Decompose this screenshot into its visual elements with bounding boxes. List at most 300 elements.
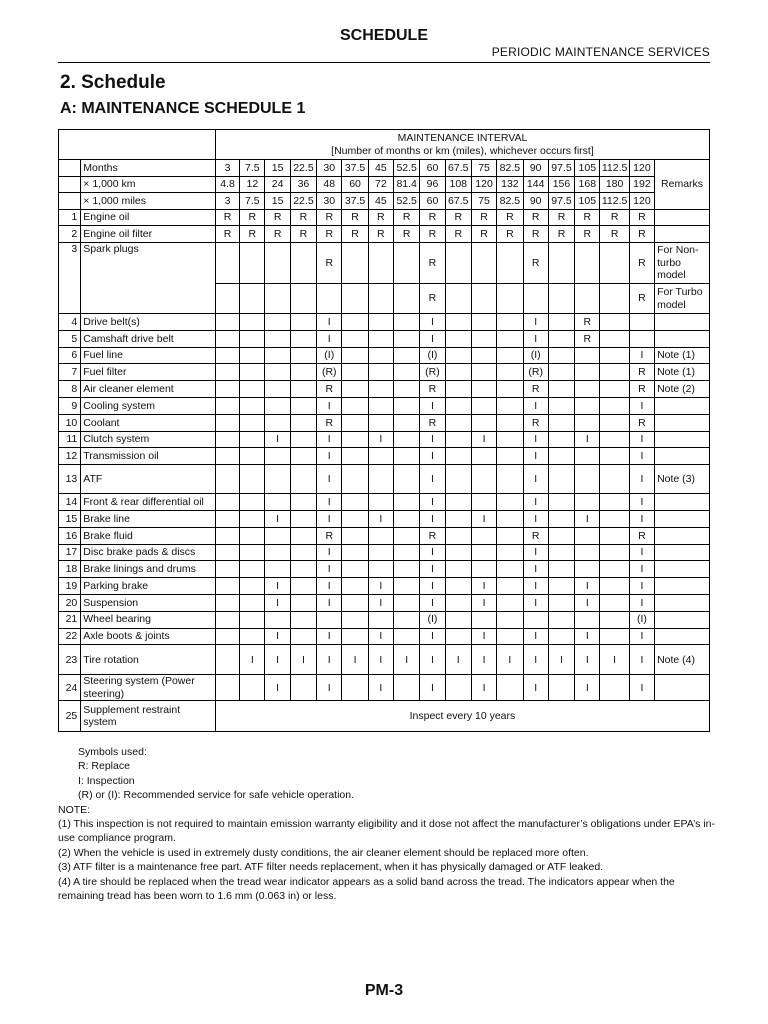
item-label: ATF — [81, 465, 216, 494]
schedule-cell — [215, 645, 239, 675]
item-remark — [655, 209, 710, 226]
schedule-cell — [548, 611, 574, 628]
schedule-cell: (I) — [420, 347, 445, 364]
schedule-cell — [600, 243, 629, 284]
schedule-cell: R — [290, 226, 316, 243]
interval-row — [59, 176, 710, 193]
schedule-cell — [240, 511, 265, 528]
schedule-cell — [497, 381, 523, 398]
schedule-cell — [497, 595, 523, 612]
interval-value: 3 — [215, 160, 239, 177]
interval-value: 37.5 — [342, 160, 368, 177]
schedule-cell — [548, 398, 574, 415]
interval-value: 12 — [240, 176, 265, 193]
schedule-cell: I — [629, 431, 654, 448]
interval-value: 15 — [265, 193, 290, 210]
schedule-cell: R — [523, 527, 548, 544]
schedule-cell: I — [600, 645, 629, 675]
table-row — [59, 448, 710, 465]
schedule-cell: I — [629, 465, 654, 494]
table-row — [59, 381, 710, 398]
schedule-cell — [215, 284, 239, 314]
schedule-cell: I — [420, 465, 445, 494]
schedule-cell: I — [523, 628, 548, 645]
schedule-cell — [575, 381, 600, 398]
schedule-cell: R — [575, 226, 600, 243]
schedule-cell — [240, 381, 265, 398]
item-number: 17 — [59, 544, 81, 561]
schedule-cell: R — [575, 314, 600, 331]
schedule-cell: R — [575, 209, 600, 226]
schedule-cell — [548, 243, 574, 284]
table-row — [59, 675, 710, 701]
schedule-cell — [317, 284, 342, 314]
schedule-cell: R — [368, 226, 393, 243]
item-remark: For Turbo model — [655, 284, 710, 314]
schedule-cell: R — [523, 243, 548, 284]
schedule-cell: R — [215, 209, 239, 226]
section-title: 2. Schedule — [60, 72, 166, 93]
schedule-cell: I — [265, 628, 290, 645]
schedule-cell — [265, 611, 290, 628]
schedule-cell: (I) — [523, 347, 548, 364]
schedule-cell: I — [523, 578, 548, 595]
schedule-cell: I — [317, 511, 342, 528]
schedule-cell: I — [575, 595, 600, 612]
schedule-cell: I — [420, 398, 445, 415]
schedule-cell: I — [317, 465, 342, 494]
schedule-cell — [600, 398, 629, 415]
schedule-cell — [523, 611, 548, 628]
item-number: 23 — [59, 645, 81, 675]
interval-value: 105 — [575, 160, 600, 177]
schedule-cell — [342, 611, 368, 628]
schedule-cell — [342, 628, 368, 645]
page-number: PM-3 — [364, 982, 404, 999]
schedule-cell — [215, 314, 239, 331]
schedule-cell — [548, 544, 574, 561]
schedule-cell: I — [317, 330, 342, 347]
symbol-recommended: (R) or (I): Recommended service for safe vehicle operation. — [78, 789, 355, 802]
interval-value: 60 — [420, 160, 445, 177]
schedule-cell: R — [394, 209, 420, 226]
schedule-cell — [265, 465, 290, 494]
schedule-cell: I — [629, 561, 654, 578]
schedule-cell: I — [497, 645, 523, 675]
schedule-cell — [471, 448, 496, 465]
schedule-cell — [445, 364, 471, 381]
schedule-cell: I — [523, 431, 548, 448]
schedule-cell: (R) — [420, 364, 445, 381]
schedule-cell — [368, 364, 393, 381]
item-number: 7 — [59, 364, 81, 381]
schedule-cell — [394, 314, 420, 331]
schedule-cell — [290, 544, 316, 561]
schedule-cell — [445, 611, 471, 628]
schedule-cell — [215, 527, 239, 544]
schedule-cell: I — [471, 511, 496, 528]
schedule-cell: I — [265, 578, 290, 595]
schedule-cell — [342, 347, 368, 364]
schedule-cell — [575, 561, 600, 578]
subsection-title: A: MAINTENANCE SCHEDULE 1 — [60, 100, 306, 117]
schedule-cell: I — [420, 431, 445, 448]
item-remark — [655, 494, 710, 511]
schedule-cell — [471, 611, 496, 628]
schedule-cell: I — [471, 578, 496, 595]
interval-value: 97.5 — [548, 160, 574, 177]
schedule-cell — [290, 511, 316, 528]
schedule-cell — [600, 494, 629, 511]
schedule-cell: R — [629, 209, 654, 226]
schedule-cell: R — [420, 209, 445, 226]
item-label: Steering system (Power steering) — [81, 675, 216, 701]
schedule-cell — [600, 561, 629, 578]
schedule-cell: I — [629, 398, 654, 415]
schedule-cell — [575, 364, 600, 381]
schedule-cell — [497, 675, 523, 701]
schedule-cell — [394, 414, 420, 431]
schedule-cell — [368, 611, 393, 628]
schedule-cell: I — [265, 511, 290, 528]
schedule-cell: I — [368, 511, 393, 528]
schedule-cell — [215, 364, 239, 381]
schedule-cell — [290, 628, 316, 645]
schedule-cell — [497, 465, 523, 494]
schedule-cell — [290, 398, 316, 415]
schedule-cell — [471, 494, 496, 511]
interval-value: 90 — [523, 160, 548, 177]
schedule-cell: I — [317, 494, 342, 511]
schedule-cell: I — [420, 578, 445, 595]
interval-value: 81.4 — [394, 176, 420, 193]
schedule-cell — [445, 414, 471, 431]
schedule-cell — [445, 544, 471, 561]
schedule-cell: I — [317, 431, 342, 448]
schedule-cell — [342, 398, 368, 415]
schedule-cell — [629, 314, 654, 331]
interval-value: 37.5 — [342, 193, 368, 210]
schedule-cell: (R) — [317, 364, 342, 381]
table-row — [59, 595, 710, 612]
table-row — [59, 578, 710, 595]
schedule-cell — [548, 595, 574, 612]
schedule-cell: R — [317, 243, 342, 284]
schedule-cell — [445, 381, 471, 398]
table-row — [59, 628, 710, 645]
item-number: 5 — [59, 330, 81, 347]
schedule-cell — [600, 364, 629, 381]
item-number: 9 — [59, 398, 81, 415]
item-remark: Note (3) — [655, 465, 710, 494]
schedule-cell — [240, 284, 265, 314]
interval-value: 75 — [471, 160, 496, 177]
schedule-cell — [497, 611, 523, 628]
schedule-cell: R — [317, 226, 342, 243]
schedule-cell — [497, 544, 523, 561]
schedule-cell — [445, 398, 471, 415]
schedule-cell: R — [420, 243, 445, 284]
schedule-cell: I — [317, 595, 342, 612]
schedule-cell: R — [394, 226, 420, 243]
schedule-cell — [548, 314, 574, 331]
schedule-cell — [548, 511, 574, 528]
table-row — [59, 511, 710, 528]
schedule-cell — [471, 527, 496, 544]
interval-value: 22.5 — [290, 160, 316, 177]
item-remark — [655, 675, 710, 701]
schedule-cell — [445, 330, 471, 347]
schedule-cell — [342, 448, 368, 465]
schedule-cell: R — [629, 284, 654, 314]
interval-row-label: × 1,000 miles — [81, 193, 216, 210]
schedule-cell — [548, 284, 574, 314]
note-3: (3) ATF filter is a maintenance free part. ATF filter needs replacement, when it has physically damaged or ATF leaked. — [58, 861, 604, 874]
schedule-cell: R — [600, 226, 629, 243]
schedule-cell — [445, 494, 471, 511]
schedule-cell: I — [420, 511, 445, 528]
schedule-cell — [600, 511, 629, 528]
interval-value: 156 — [548, 176, 574, 193]
table-row — [59, 398, 710, 415]
table-row — [59, 561, 710, 578]
schedule-cell: R — [600, 209, 629, 226]
schedule-cell: I — [342, 645, 368, 675]
item-remark — [655, 398, 710, 415]
schedule-cell: R — [497, 226, 523, 243]
schedule-cell: I — [575, 431, 600, 448]
schedule-cell: I — [420, 448, 445, 465]
interval-value: 60 — [420, 193, 445, 210]
schedule-cell — [575, 611, 600, 628]
item-number: 16 — [59, 527, 81, 544]
schedule-cell — [240, 675, 265, 701]
item-remark — [655, 544, 710, 561]
schedule-cell — [471, 398, 496, 415]
schedule-cell: R — [629, 243, 654, 284]
item-number: 24 — [59, 675, 81, 701]
schedule-cell — [368, 544, 393, 561]
interval-value: 105 — [575, 193, 600, 210]
schedule-cell — [290, 284, 316, 314]
item-number: 3 — [59, 243, 81, 314]
schedule-cell — [265, 314, 290, 331]
schedule-cell — [471, 314, 496, 331]
item-remark — [655, 628, 710, 645]
schedule-cell — [548, 448, 574, 465]
schedule-cell — [342, 494, 368, 511]
schedule-cell — [240, 414, 265, 431]
interval-value: 112.5 — [600, 193, 629, 210]
schedule-cell: R — [629, 226, 654, 243]
schedule-cell — [342, 314, 368, 331]
schedule-cell — [290, 578, 316, 595]
schedule-cell — [215, 511, 239, 528]
schedule-cell: R — [445, 226, 471, 243]
schedule-cell — [629, 330, 654, 347]
item-label: Fuel filter — [81, 364, 216, 381]
schedule-cell — [445, 628, 471, 645]
schedule-cell — [215, 578, 239, 595]
interval-value: 82.5 — [497, 160, 523, 177]
schedule-cell: I — [240, 645, 265, 675]
note-2: (2) When the vehicle is used in extremely dusty conditions, the air cleaner element should be replaced more often. — [58, 846, 589, 859]
schedule-cell: I — [420, 595, 445, 612]
interval-value: 144 — [523, 176, 548, 193]
schedule-cell: R — [317, 381, 342, 398]
item-label: Engine oil filter — [81, 226, 216, 243]
schedule-cell: I — [420, 314, 445, 331]
schedule-cell — [240, 494, 265, 511]
notes-block — [58, 745, 718, 903]
table-row — [59, 611, 710, 628]
schedule-cell — [265, 414, 290, 431]
schedule-cell — [342, 431, 368, 448]
interval-value: 22.5 — [290, 193, 316, 210]
schedule-cell — [394, 628, 420, 645]
schedule-cell — [548, 330, 574, 347]
schedule-cell — [600, 414, 629, 431]
interval-value: 108 — [445, 176, 471, 193]
schedule-cell — [548, 465, 574, 494]
table-row — [59, 314, 710, 331]
schedule-cell — [342, 675, 368, 701]
schedule-cell — [240, 330, 265, 347]
schedule-cell — [548, 675, 574, 701]
schedule-cell: R — [420, 226, 445, 243]
schedule-cell: I — [394, 645, 420, 675]
interval-value: 3 — [215, 193, 239, 210]
table-row — [59, 243, 710, 284]
schedule-cell — [548, 494, 574, 511]
schedule-cell — [265, 527, 290, 544]
item-number: 6 — [59, 347, 81, 364]
item-number: 1 — [59, 209, 81, 226]
schedule-cell — [471, 347, 496, 364]
schedule-cell: I — [471, 675, 496, 701]
interval-value: 52.5 — [394, 160, 420, 177]
interval-value: 192 — [629, 176, 654, 193]
item-remark — [655, 611, 710, 628]
schedule-cell: (I) — [420, 611, 445, 628]
schedule-cell — [445, 595, 471, 612]
schedule-cell — [215, 611, 239, 628]
schedule-cell — [215, 398, 239, 415]
schedule-cell — [240, 611, 265, 628]
schedule-cell: I — [420, 494, 445, 511]
schedule-cell: R — [575, 330, 600, 347]
schedule-cell — [290, 465, 316, 494]
schedule-cell — [394, 611, 420, 628]
schedule-cell — [290, 448, 316, 465]
schedule-cell — [600, 314, 629, 331]
item-remark — [655, 511, 710, 528]
schedule-table-body — [59, 130, 710, 732]
schedule-cell — [368, 314, 393, 331]
schedule-cell — [342, 364, 368, 381]
schedule-cell: R — [445, 209, 471, 226]
item-remark: Note (1) — [655, 364, 710, 381]
schedule-cell — [394, 595, 420, 612]
schedule-cell — [575, 527, 600, 544]
schedule-cell — [471, 364, 496, 381]
item-label: Wheel bearing — [81, 611, 216, 628]
interval-value: 180 — [600, 176, 629, 193]
schedule-cell: R — [317, 209, 342, 226]
schedule-cell: I — [471, 595, 496, 612]
schedule-cell — [215, 465, 239, 494]
schedule-cell: I — [629, 675, 654, 701]
schedule-cell: R — [548, 226, 574, 243]
interval-value: 75 — [471, 193, 496, 210]
schedule-cell — [600, 675, 629, 701]
item-remark — [655, 448, 710, 465]
schedule-cell — [215, 243, 239, 284]
schedule-cell — [600, 381, 629, 398]
schedule-cell — [471, 330, 496, 347]
schedule-cell — [265, 330, 290, 347]
item-label: Camshaft drive belt — [81, 330, 216, 347]
schedule-cell — [548, 578, 574, 595]
schedule-cell — [548, 561, 574, 578]
schedule-cell: I — [523, 511, 548, 528]
schedule-cell — [240, 314, 265, 331]
schedule-cell — [394, 381, 420, 398]
interval-header-row — [59, 130, 710, 160]
schedule-cell: I — [471, 431, 496, 448]
schedule-cell: I — [265, 645, 290, 675]
schedule-cell — [290, 431, 316, 448]
schedule-cell — [497, 347, 523, 364]
schedule-cell — [600, 628, 629, 645]
schedule-cell — [290, 611, 316, 628]
schedule-cell: R — [420, 527, 445, 544]
schedule-cell — [265, 347, 290, 364]
note-title: NOTE: — [58, 803, 91, 816]
interval-value: 120 — [629, 193, 654, 210]
schedule-cell — [215, 561, 239, 578]
schedule-cell: I — [317, 675, 342, 701]
schedule-cell — [368, 561, 393, 578]
item-number: 13 — [59, 465, 81, 494]
interval-value: 112.5 — [600, 160, 629, 177]
schedule-cell — [600, 431, 629, 448]
blank-header-cell — [59, 130, 216, 160]
schedule-cell: R — [265, 209, 290, 226]
schedule-cell — [215, 628, 239, 645]
item-remark: For Non-turbo model — [655, 243, 710, 284]
schedule-cell — [240, 527, 265, 544]
schedule-cell — [394, 675, 420, 701]
schedule-cell: I — [523, 314, 548, 331]
page-header-title: SCHEDULE — [339, 27, 428, 44]
table-row — [59, 431, 710, 448]
table-row — [59, 347, 710, 364]
schedule-cell — [290, 347, 316, 364]
schedule-cell: I — [523, 561, 548, 578]
schedule-cell: I — [575, 511, 600, 528]
interval-value: 45 — [368, 193, 393, 210]
schedule-cell: (R) — [523, 364, 548, 381]
item-label: Clutch system — [81, 431, 216, 448]
schedule-cell — [600, 330, 629, 347]
schedule-cell — [265, 381, 290, 398]
schedule-cell — [240, 398, 265, 415]
schedule-cell: I — [265, 431, 290, 448]
schedule-cell: R — [471, 209, 496, 226]
item-number: 11 — [59, 431, 81, 448]
schedule-cell: R — [317, 527, 342, 544]
